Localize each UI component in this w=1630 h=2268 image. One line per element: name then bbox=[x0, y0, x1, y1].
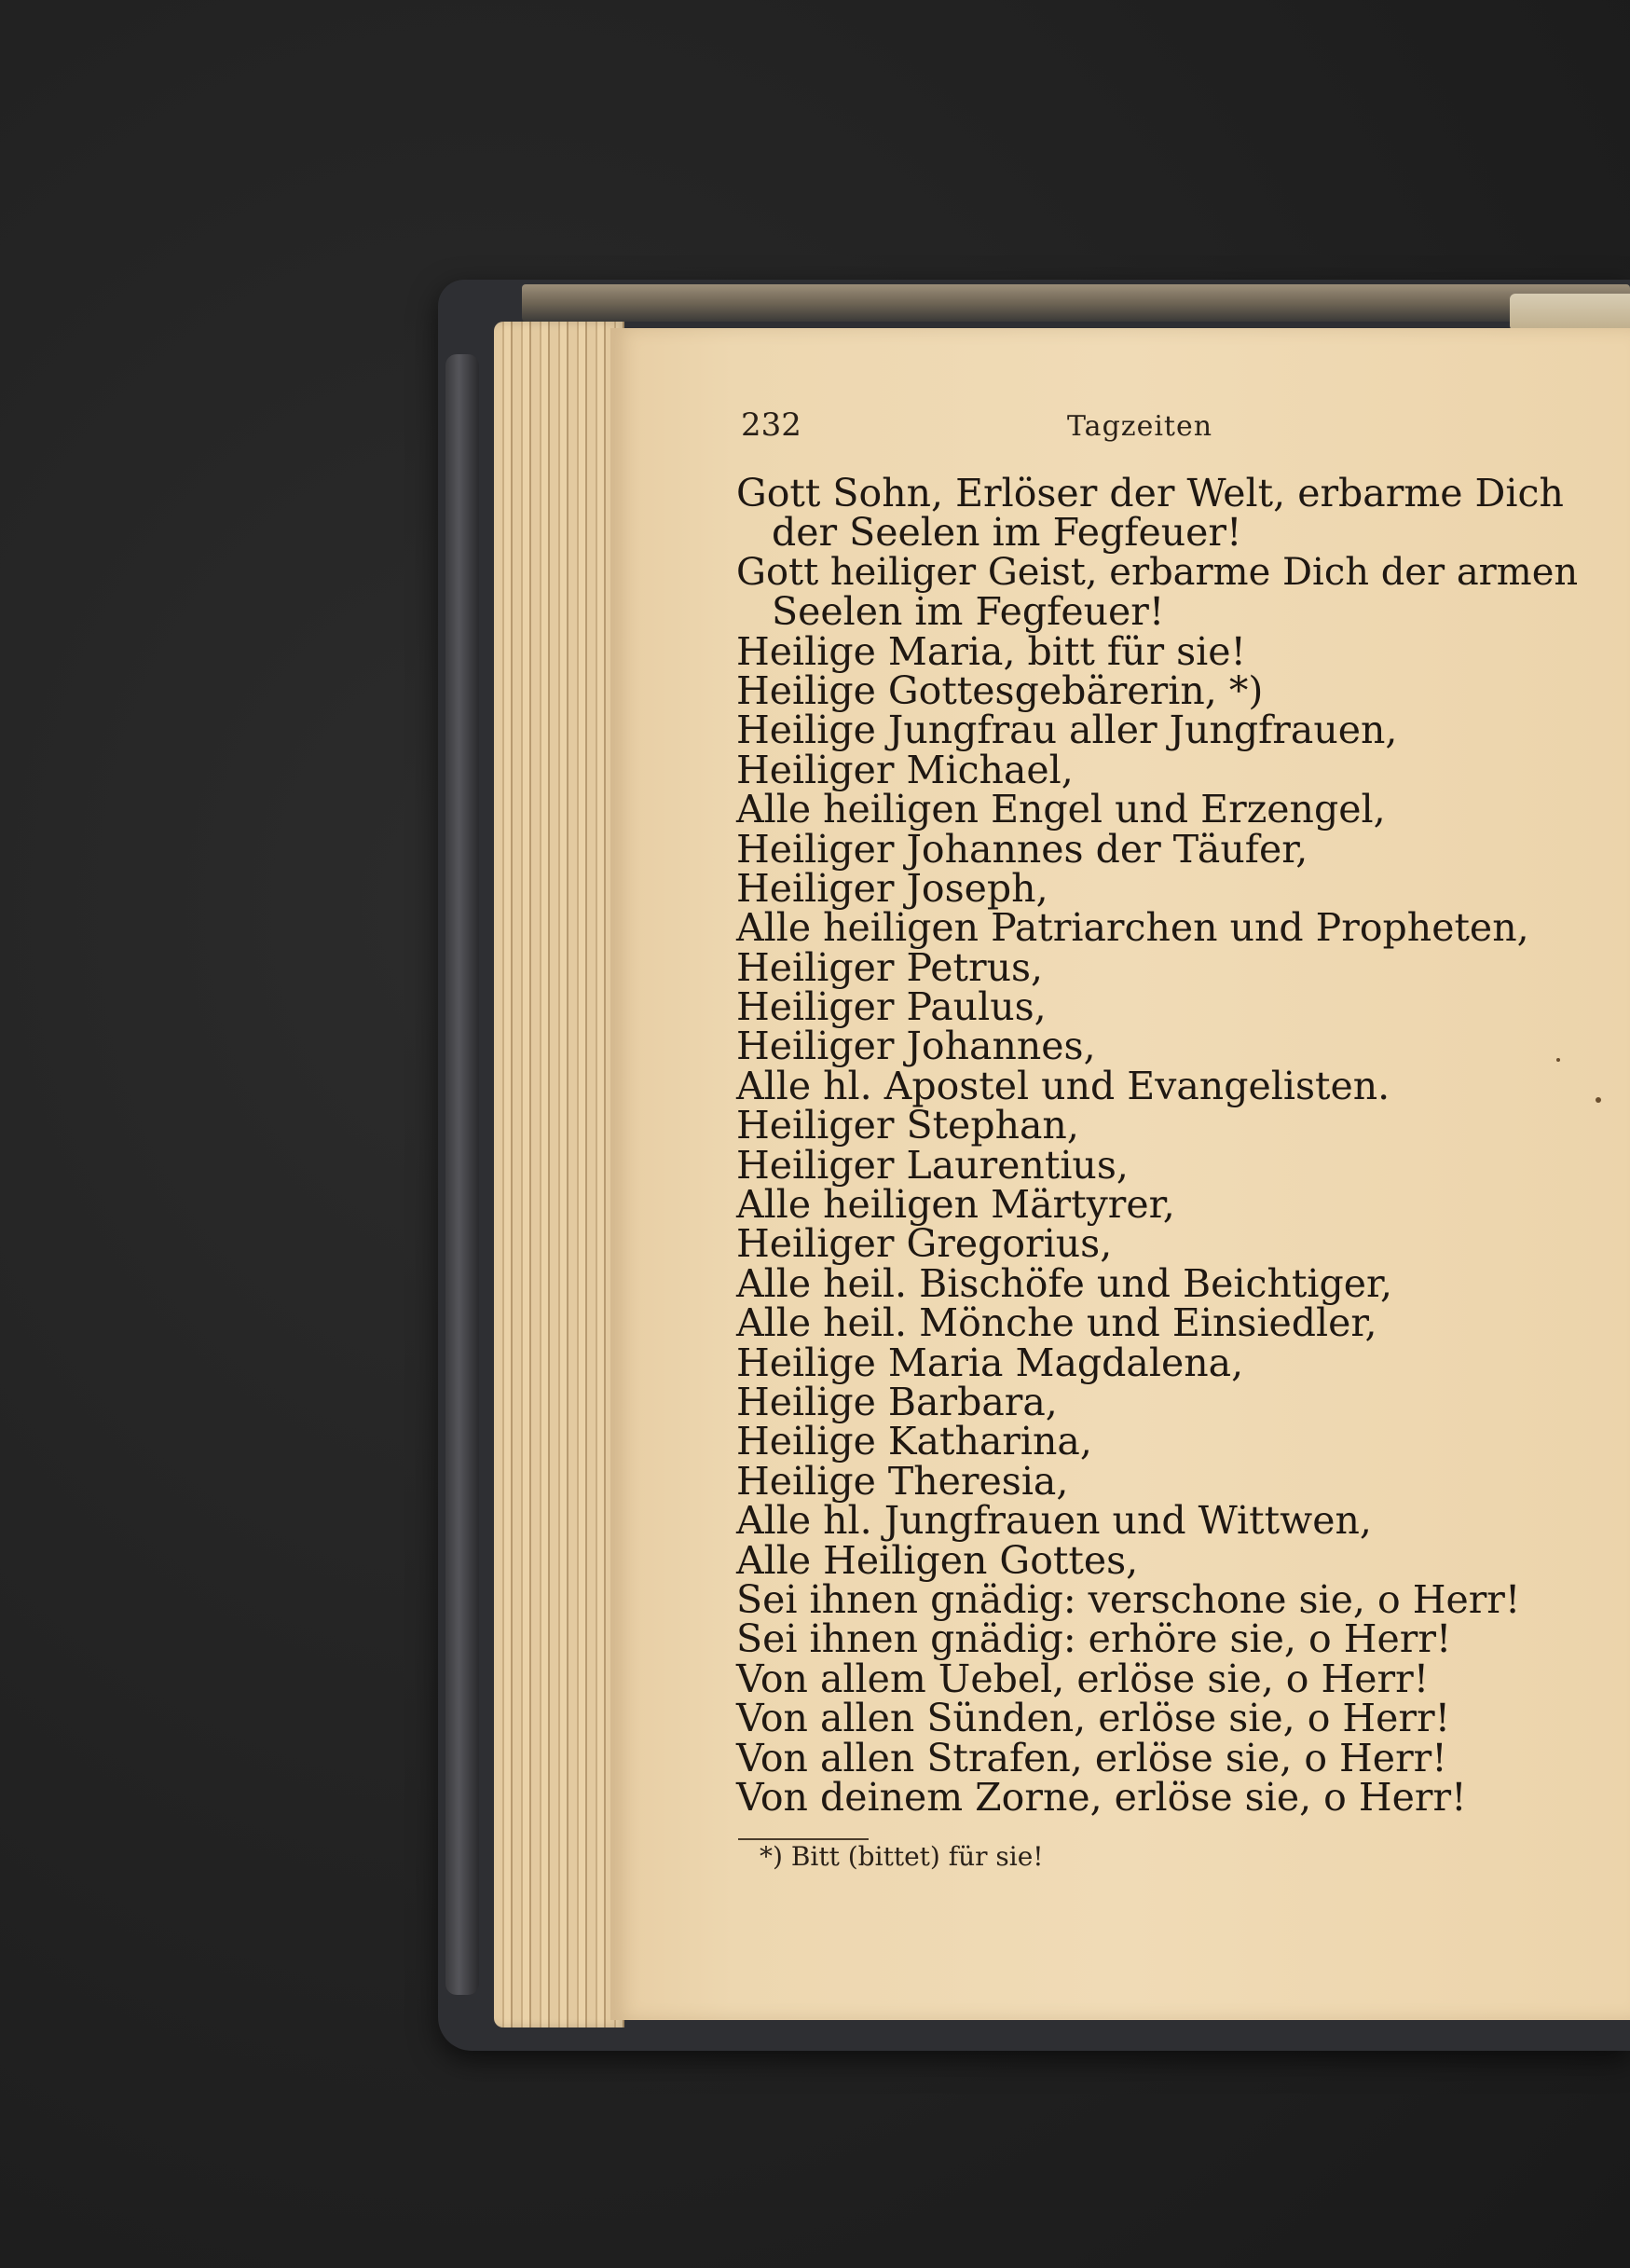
paper-speck bbox=[1596, 1097, 1601, 1103]
text-line: Alle heil. Bischöfe und Beichtiger, bbox=[736, 1260, 1393, 1306]
text-line: Heilige Barbara, bbox=[736, 1379, 1058, 1424]
text-line: Alle heiligen Märtyrer, bbox=[736, 1182, 1175, 1228]
book-spine-edge bbox=[445, 354, 479, 1995]
text-line: Heilige Theresia, bbox=[736, 1458, 1069, 1504]
text-line: Alle heiligen Patriarchen und Propheten, bbox=[736, 905, 1529, 951]
text-line: Seelen im Fegfeuer! bbox=[772, 589, 1165, 635]
footnote: *) Bitt (bittet) für sie! bbox=[760, 1841, 1044, 1872]
text-line: der Seelen im Fegfeuer! bbox=[772, 510, 1242, 556]
text-line: Alle hl. Apostel und Evangelisten. bbox=[736, 1063, 1390, 1108]
book-top-edge bbox=[522, 284, 1630, 322]
text-line: Heiliger Stephan, bbox=[736, 1103, 1079, 1148]
page-number: 232 bbox=[741, 406, 801, 444]
running-title: Tagzeiten bbox=[1067, 410, 1213, 443]
text-line: Gott heiliger Geist, erbarme Dich der armen bbox=[736, 550, 1579, 594]
text-line: Sei ihnen gnädig: verschone sie, o Herr! bbox=[736, 1576, 1521, 1622]
text-line: Heiliger Paulus, bbox=[736, 984, 1047, 1030]
text-line: Alle heiligen Engel und Erzengel, bbox=[736, 787, 1386, 832]
text-line: Alle heil. Mönche und Einsiedler, bbox=[736, 1300, 1377, 1346]
text-line: Heiliger Laurentius, bbox=[736, 1142, 1129, 1188]
text-line: Sei ihnen gnädig: erhöre sie, o Herr! bbox=[736, 1616, 1452, 1662]
text-line: Alle hl. Jungfrauen und Wittwen, bbox=[736, 1498, 1372, 1544]
text-line: Heiliger Johannes der Täufer, bbox=[736, 826, 1308, 872]
text-line: Heiliger Gregorius, bbox=[736, 1221, 1113, 1267]
litany-text bbox=[736, 471, 1579, 1820]
page-header bbox=[741, 406, 1393, 453]
text-line: Heilige Gottesgebärerin, *) bbox=[736, 667, 1264, 713]
text-line: Heiliger Petrus, bbox=[736, 944, 1044, 990]
text-line: Heilige Jungfrau aller Jungfrauen, bbox=[736, 708, 1398, 753]
page-stack bbox=[494, 322, 624, 2027]
text-line: Heilige Maria, bitt für sie! bbox=[736, 628, 1246, 674]
text-line: Von allen Strafen, erlöse sie, o Herr! bbox=[736, 1735, 1447, 1780]
text-line: Alle Heiligen Gottes, bbox=[736, 1537, 1139, 1583]
text-line: Heilige Katharina, bbox=[736, 1419, 1092, 1464]
text-line: Von deinem Zorne, erlöse sie, o Herr! bbox=[736, 1774, 1467, 1820]
text-line: Von allem Uebel, erlöse sie, o Herr! bbox=[736, 1656, 1430, 1701]
text-line: Heiliger Johannes, bbox=[736, 1024, 1096, 1069]
text-line: Gott Sohn, Erlöser der Welt, erbarme Dich bbox=[736, 471, 1564, 515]
text-line: Heiliger Joseph, bbox=[736, 865, 1048, 911]
footnote-rule bbox=[738, 1838, 869, 1840]
book-headband bbox=[1510, 294, 1630, 331]
text-line: Heiliger Michael, bbox=[736, 747, 1074, 792]
text-line: Von allen Sünden, erlöse sie, o Herr! bbox=[736, 1696, 1451, 1741]
paper-speck bbox=[1556, 1058, 1560, 1062]
text-line: Heilige Maria Magdalena, bbox=[736, 1340, 1244, 1385]
